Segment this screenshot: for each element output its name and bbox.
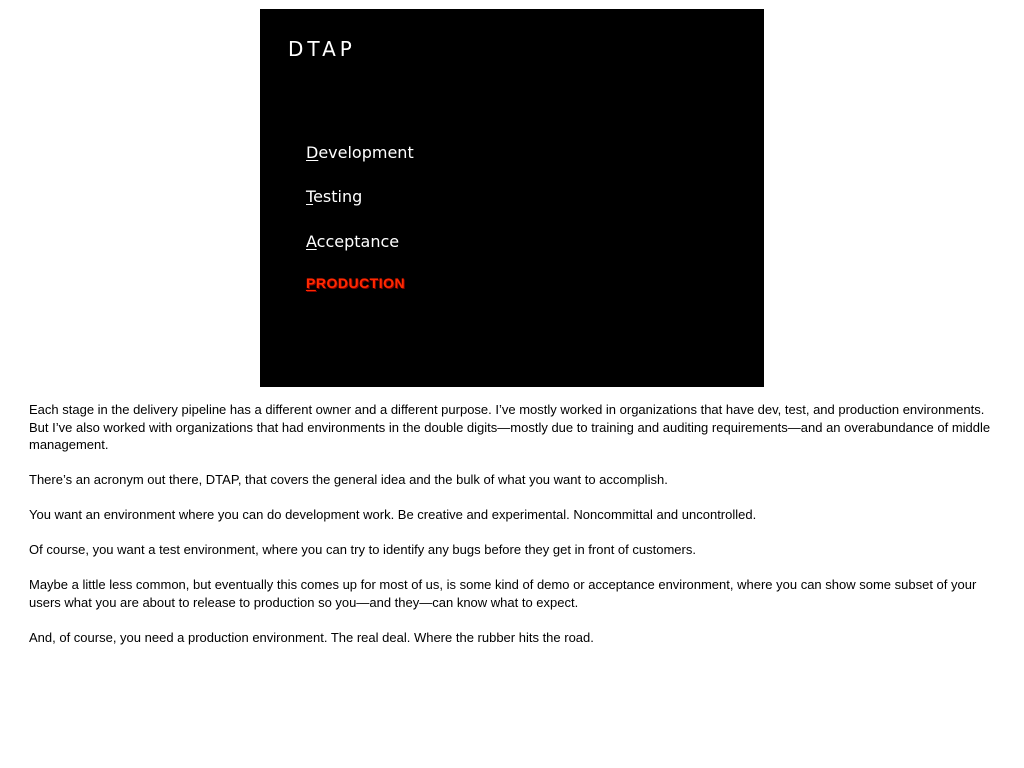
stage-initial: P	[306, 275, 316, 291]
slide	[260, 9, 764, 387]
stage-acceptance	[306, 232, 399, 251]
notes-paragraph: There’s an acronym out there, DTAP, that covers the general idea and the bulk of what you want to accomplish.	[29, 472, 668, 487]
stage-testing	[306, 187, 362, 206]
stage-label: RODUCTION	[315, 275, 406, 291]
notes-paragraph: Of course, you want a test environment, where you can try to identify any bugs before they get in front of customers.	[29, 542, 696, 557]
stage-label: cceptance	[316, 232, 400, 251]
stage-label: evelopment	[318, 143, 414, 162]
slide-title: DTAP	[288, 37, 356, 61]
notes-paragraph: You want an environment where you can do development work. Be creative and experimental. Noncommittal and uncontrolled.	[29, 507, 757, 522]
notes-paragraph: Each stage in the delivery pipeline has a different owner and a different purpose. I’ve mostly worked in organizations that have dev, test, and production environments. But I’ve also worked with organizations that had environments in the double digits—mostly due to training and auditing requirements—and an overabundance of middle management.	[29, 402, 991, 452]
stage-development	[306, 143, 414, 162]
stage-label: esting	[313, 187, 363, 206]
notes-paragraph: Maybe a little less common, but eventually this comes up for most of us, is some kind of demo or acceptance environment, where you can show some subset of your users what you are about to release to production so you—and they—can know what to expect.	[29, 577, 977, 610]
stage-production	[306, 275, 405, 291]
speaker-notes	[29, 401, 997, 664]
stage-initial: D	[306, 143, 319, 162]
stage-initial: T	[306, 187, 314, 206]
stage-initial: A	[306, 232, 317, 251]
notes-paragraph: And, of course, you need a production environment. The real deal. Where the rubber hits the road.	[29, 629, 594, 645]
